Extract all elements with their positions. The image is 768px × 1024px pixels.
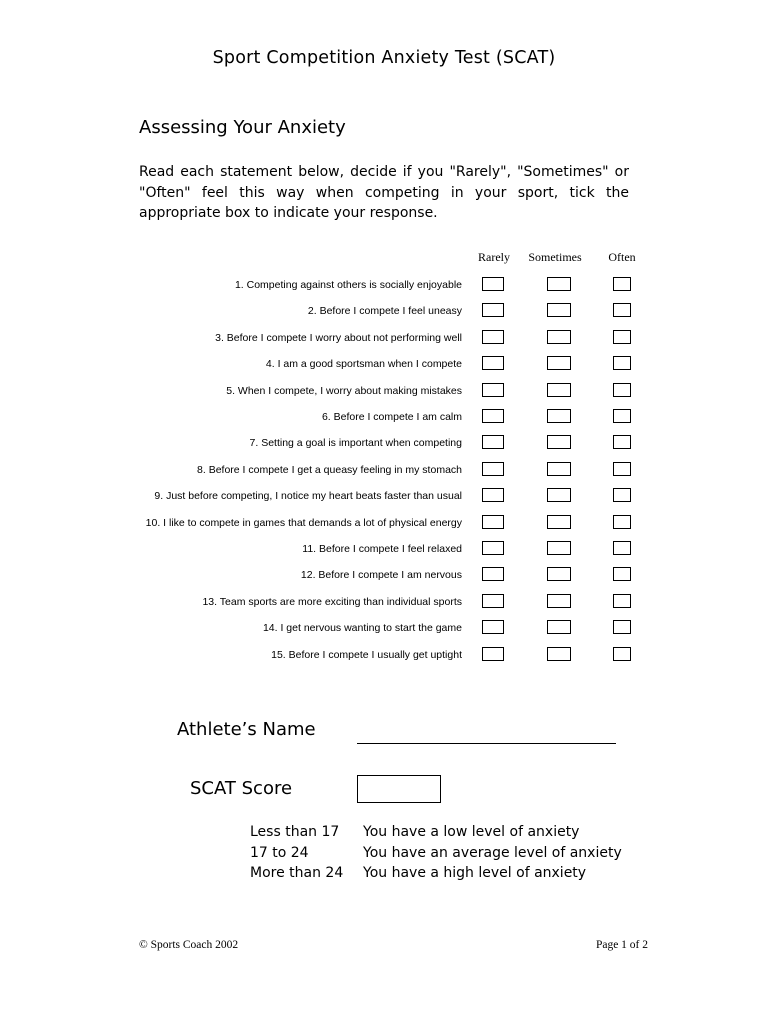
athlete-name-label: Athlete’s Name bbox=[177, 719, 316, 740]
checkbox-rarely[interactable] bbox=[482, 620, 504, 634]
footer-copyright: © Sports Coach 2002 bbox=[139, 939, 239, 951]
checkbox-rarely[interactable] bbox=[482, 462, 504, 476]
checkbox-often[interactable] bbox=[613, 356, 631, 370]
statement-row bbox=[0, 302, 768, 322]
checkbox-often[interactable] bbox=[613, 620, 631, 634]
column-header-rarely: Rarely bbox=[478, 250, 510, 264]
column-header-sometimes: Sometimes bbox=[528, 250, 582, 264]
athlete-name-field[interactable] bbox=[357, 743, 616, 744]
checkbox-often[interactable] bbox=[613, 647, 631, 661]
checkbox-sometimes[interactable] bbox=[547, 620, 571, 634]
statement-text: 1. Competing against others is socially enjoyable bbox=[234, 279, 462, 291]
checkbox-sometimes[interactable] bbox=[547, 515, 571, 529]
checkbox-rarely[interactable] bbox=[482, 647, 504, 661]
statement-row bbox=[0, 329, 768, 349]
checkbox-often[interactable] bbox=[613, 594, 631, 608]
statement-text: 13. Team sports are more exciting than individual sports bbox=[202, 595, 462, 608]
legend-description: You have a high level of anxiety bbox=[363, 865, 587, 881]
checkbox-sometimes[interactable] bbox=[547, 409, 571, 423]
checkbox-sometimes[interactable] bbox=[547, 356, 571, 370]
checkbox-sometimes[interactable] bbox=[547, 541, 571, 555]
checkbox-sometimes[interactable] bbox=[547, 594, 571, 608]
checkbox-sometimes[interactable] bbox=[547, 277, 571, 291]
statement-text: 15. Before I compete I usually get uptight bbox=[271, 648, 462, 661]
checkbox-rarely[interactable] bbox=[482, 356, 504, 370]
checkbox-rarely[interactable] bbox=[482, 303, 504, 317]
statement-row bbox=[0, 593, 768, 613]
checkbox-rarely[interactable] bbox=[482, 435, 504, 449]
checkbox-often[interactable] bbox=[613, 515, 631, 529]
checkbox-sometimes[interactable] bbox=[547, 647, 571, 661]
statement-text: 10. I like to compete in games that demands a lot of physical energy bbox=[145, 516, 462, 529]
column-header-often: Often bbox=[608, 250, 636, 264]
statement-text: 14. I get nervous wanting to start the game bbox=[262, 622, 462, 635]
checkbox-often[interactable] bbox=[613, 541, 631, 555]
checkbox-rarely[interactable] bbox=[482, 488, 504, 502]
statement-row bbox=[0, 408, 768, 428]
checkbox-rarely[interactable] bbox=[482, 567, 504, 581]
footer-page-number: Page 1 of 2 bbox=[595, 939, 648, 951]
legend-range: 17 to 24 bbox=[250, 844, 309, 861]
checkbox-sometimes[interactable] bbox=[547, 435, 571, 449]
checkbox-often[interactable] bbox=[613, 383, 631, 397]
checkbox-rarely[interactable] bbox=[482, 330, 504, 344]
statement-text: 8. Before I compete I get a queasy feeling in my stomach bbox=[197, 463, 462, 476]
checkbox-sometimes[interactable] bbox=[547, 330, 571, 344]
statement-row bbox=[0, 461, 768, 481]
statement-text: 5. When I compete, I worry about making mistakes bbox=[226, 384, 462, 397]
scat-score-label: SCAT Score bbox=[190, 778, 293, 799]
checkbox-rarely[interactable] bbox=[482, 594, 504, 608]
statement-text: 6. Before I compete I am calm bbox=[321, 411, 462, 423]
statement-row bbox=[0, 382, 768, 402]
statement-row bbox=[0, 514, 768, 534]
statement-row bbox=[0, 487, 768, 507]
checkbox-rarely[interactable] bbox=[482, 541, 504, 555]
checkbox-sometimes[interactable] bbox=[547, 567, 571, 581]
statement-row bbox=[0, 566, 768, 586]
checkbox-often[interactable] bbox=[613, 567, 631, 581]
checkbox-rarely[interactable] bbox=[482, 515, 504, 529]
statement-text: 9. Just before competing, I notice my heart beats faster than usual bbox=[154, 490, 462, 503]
checkbox-sometimes[interactable] bbox=[547, 383, 571, 397]
legend-range: Less than 17 bbox=[250, 824, 340, 840]
checkbox-often[interactable] bbox=[613, 303, 631, 317]
statement-row bbox=[0, 434, 768, 454]
statement-text: 7. Setting a goal is important when competing bbox=[249, 437, 462, 450]
legend-description: You have a low level of anxiety bbox=[363, 824, 580, 840]
checkbox-sometimes[interactable] bbox=[547, 488, 571, 502]
checkbox-rarely[interactable] bbox=[482, 409, 504, 423]
section-heading: Assessing Your Anxiety bbox=[139, 117, 346, 138]
statement-row bbox=[0, 619, 768, 639]
instructions-text: Read each statement below, decide if you "Rarely", "Sometimes" or "Often" feel this way when competing in your sport, tick the appropriate box to indicate your response. bbox=[139, 164, 629, 221]
statement-text: 11. Before I compete I feel relaxed bbox=[302, 543, 462, 555]
statement-text: 4. I am a good sportsman when I compete bbox=[265, 358, 462, 371]
checkbox-often[interactable] bbox=[613, 277, 631, 291]
checkbox-often[interactable] bbox=[613, 488, 631, 502]
checkbox-rarely[interactable] bbox=[482, 277, 504, 291]
statement-text: 12. Before I compete I am nervous bbox=[300, 569, 462, 582]
statement-row bbox=[0, 355, 768, 375]
checkbox-sometimes[interactable] bbox=[547, 303, 571, 317]
scat-score-field[interactable] bbox=[357, 775, 441, 803]
statement-text: 2. Before I compete I feel uneasy bbox=[307, 305, 462, 318]
checkbox-often[interactable] bbox=[613, 462, 631, 476]
page-title: Sport Competition Anxiety Test (SCAT) bbox=[212, 48, 556, 68]
statement-row bbox=[0, 646, 768, 666]
checkbox-rarely[interactable] bbox=[482, 383, 504, 397]
statement-row bbox=[0, 276, 768, 296]
legend-range: More than 24 bbox=[250, 865, 344, 881]
checkbox-often[interactable] bbox=[613, 435, 631, 449]
statement-text: 3. Before I compete I worry about not performing well bbox=[215, 331, 462, 344]
checkbox-sometimes[interactable] bbox=[547, 462, 571, 476]
checkbox-often[interactable] bbox=[613, 330, 631, 344]
statement-row bbox=[0, 540, 768, 560]
legend-description: You have an average level of anxiety bbox=[363, 844, 622, 861]
checkbox-often[interactable] bbox=[613, 409, 631, 423]
